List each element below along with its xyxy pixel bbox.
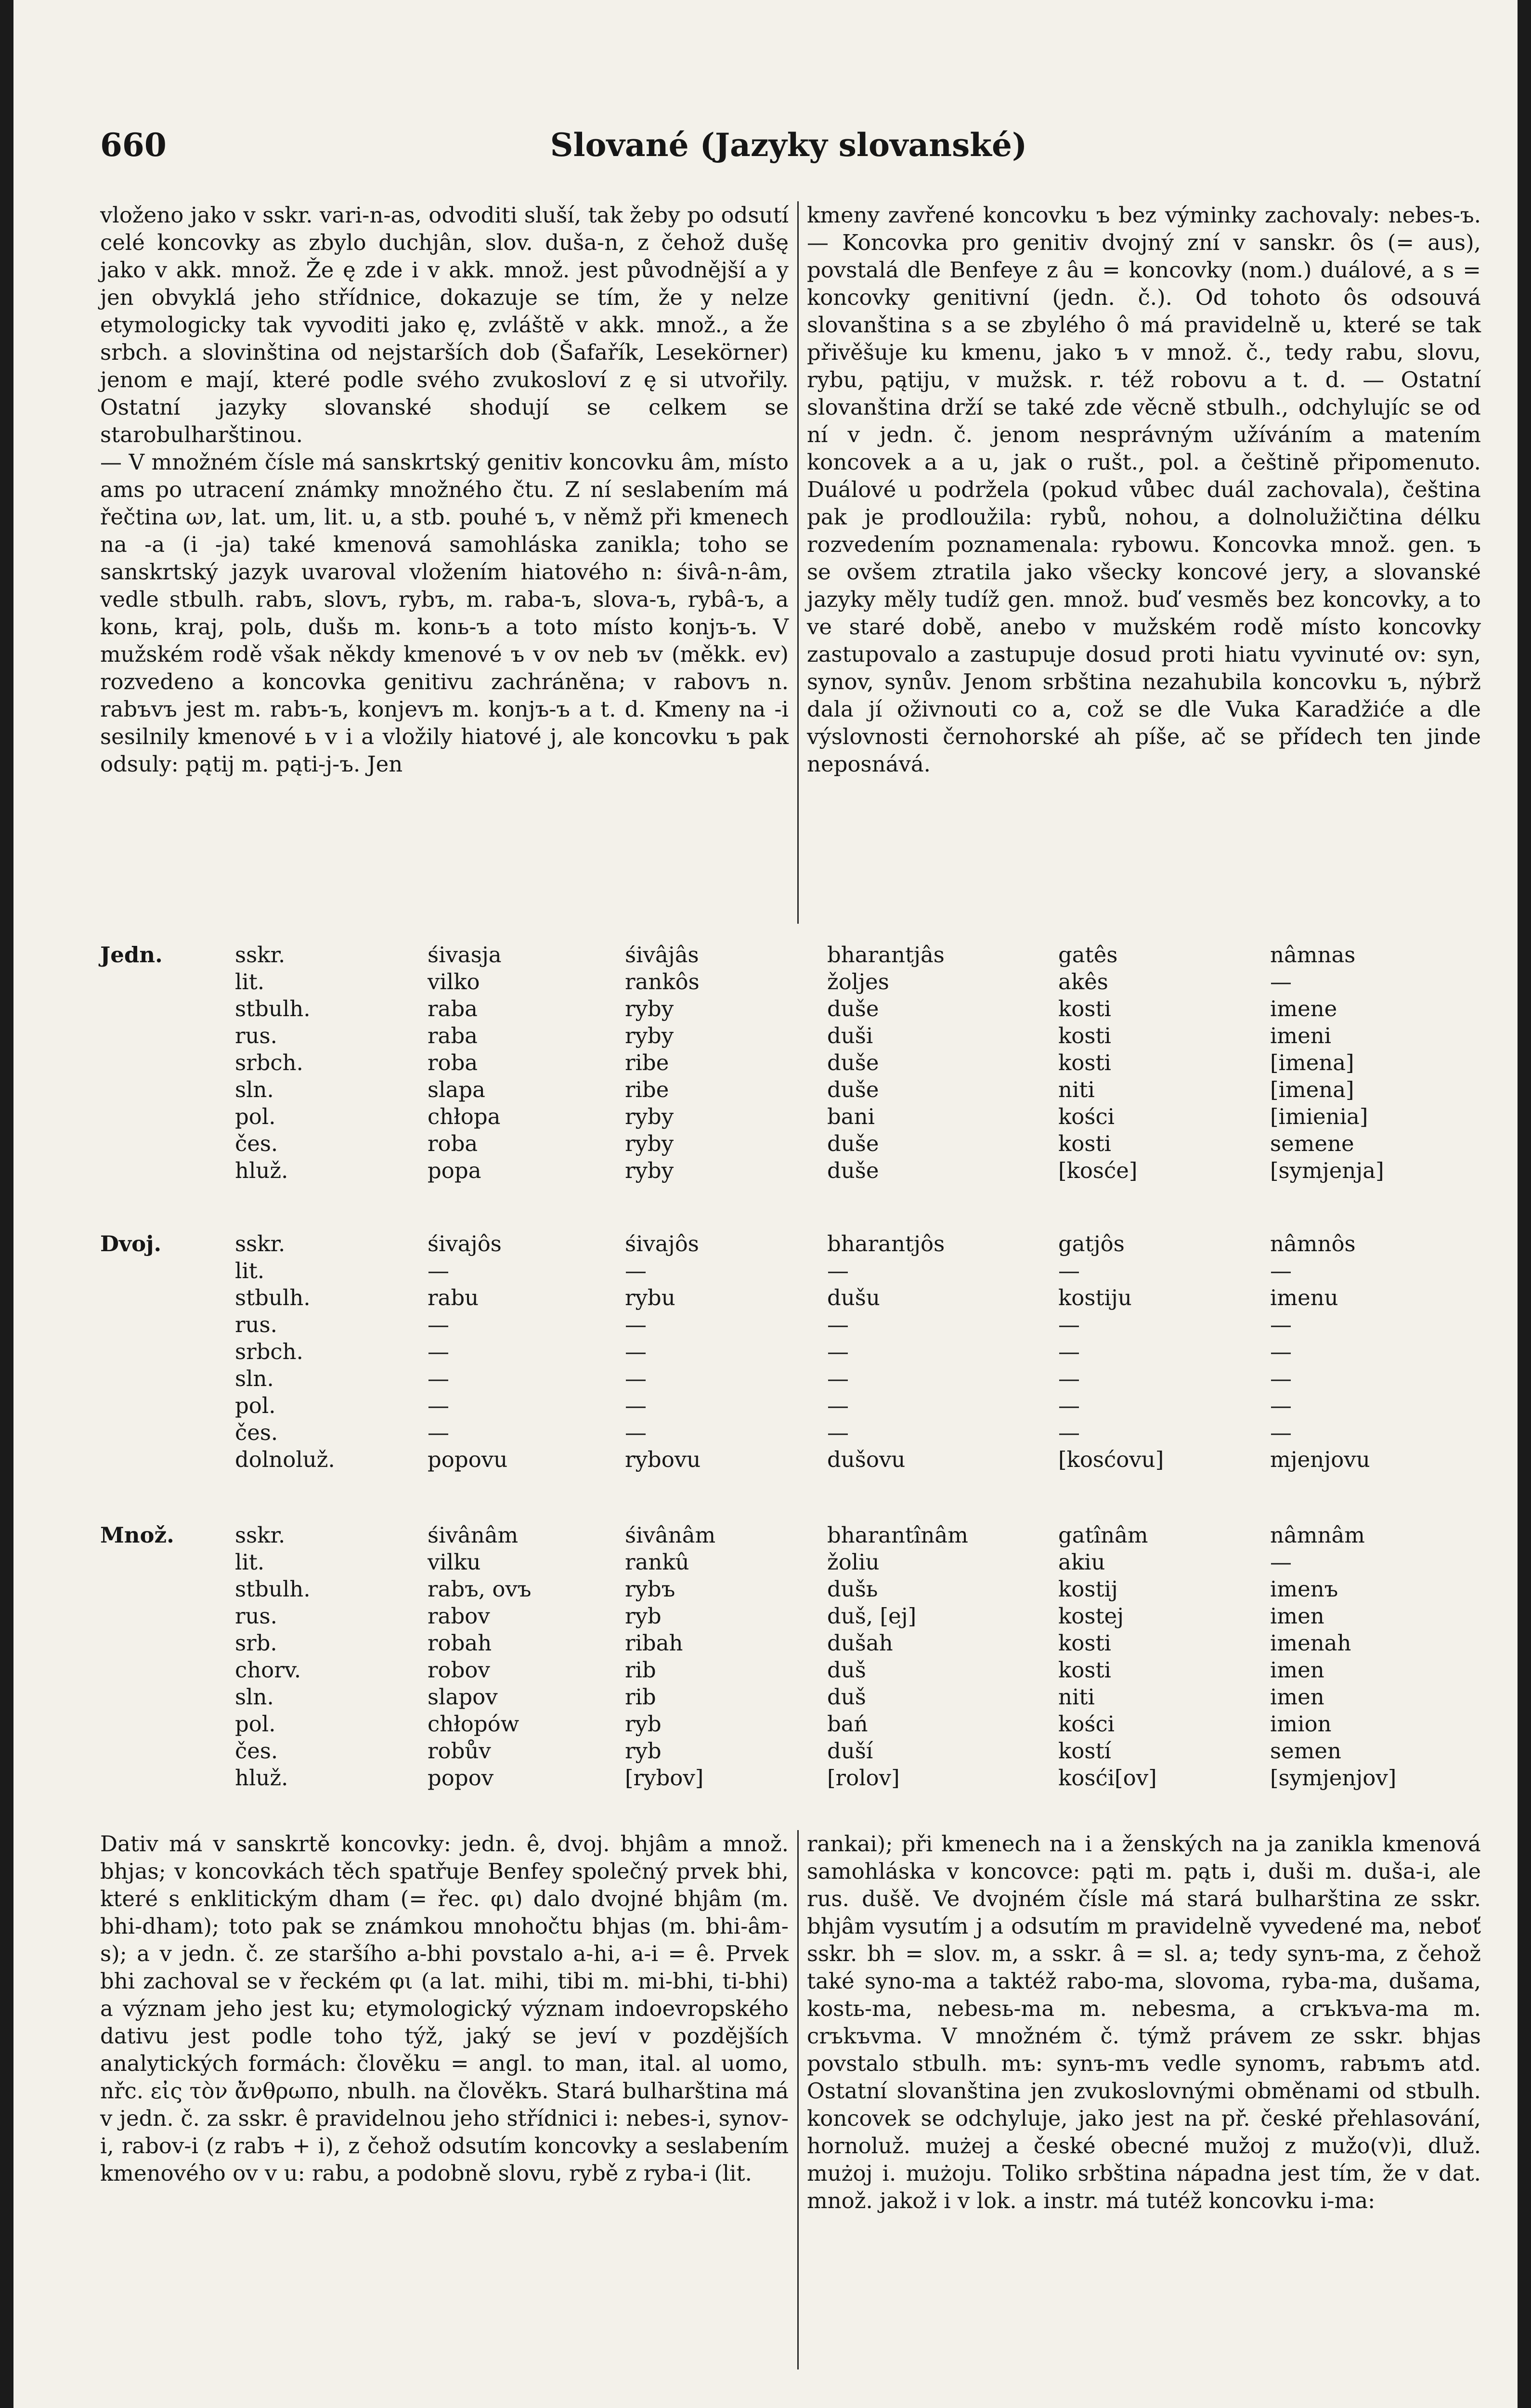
table-cell: bharantjâs: [827, 942, 945, 968]
table-cell: —: [428, 1420, 449, 1445]
number-label: Množ.: [100, 1522, 174, 1548]
table-cell: —: [1058, 1393, 1080, 1418]
table-cell: —: [827, 1339, 849, 1364]
table-cell: popov: [428, 1765, 494, 1791]
table-cell: —: [625, 1366, 647, 1391]
table-cell: imenu: [1270, 1285, 1338, 1310]
table-cell: —: [1058, 1339, 1080, 1364]
table-cell: imion: [1270, 1711, 1332, 1737]
table-cell: duši: [827, 1023, 873, 1048]
language-label: srb.: [235, 1630, 277, 1656]
table-cell: žoliu: [827, 1549, 880, 1575]
number-label: [100, 1657, 235, 1684]
table-cell: kości: [1058, 1104, 1115, 1129]
table-cell: robův: [428, 1738, 491, 1764]
table-cell: kosti: [1058, 1630, 1111, 1656]
number-label: [100, 1711, 235, 1738]
number-label: [100, 1022, 235, 1049]
table-cell: —: [827, 1258, 849, 1283]
table-cell: robah: [428, 1630, 492, 1656]
table-cell: ribe: [625, 1050, 669, 1075]
text-column-left-bottom: [100, 1830, 789, 2187]
table-cell: rybъ: [625, 1576, 675, 1602]
table-row: [100, 995, 1482, 1022]
table-cell: —: [1270, 1420, 1292, 1445]
table-cell: kosti: [1058, 1131, 1111, 1156]
language-label: srbch.: [235, 1050, 303, 1075]
table-cell: ryby: [625, 1104, 674, 1129]
table-cell: kostiju: [1058, 1285, 1132, 1310]
language-label: hluž.: [235, 1158, 288, 1183]
table-row: [100, 1311, 1482, 1338]
table-cell: duší: [827, 1738, 873, 1764]
table-cell: rabъ, ovъ: [428, 1576, 532, 1602]
table-cell: dušь: [827, 1576, 878, 1602]
number-label: [100, 1284, 235, 1311]
table-row: [100, 1603, 1482, 1630]
table-cell: rib: [625, 1657, 656, 1683]
table-cell: chłopów: [428, 1711, 519, 1737]
table-cell: slapa: [428, 1077, 485, 1102]
language-label: stbulh.: [235, 1576, 311, 1602]
table-cell: ribe: [625, 1077, 669, 1102]
number-label: [100, 1049, 235, 1076]
table-cell: duš: [827, 1657, 866, 1683]
language-label: hluž.: [235, 1765, 288, 1791]
table-cell: niti: [1058, 1684, 1095, 1710]
table-cell: bani: [827, 1104, 875, 1129]
paragraph: kmeny zavřené koncovku ъ bez výminky zachovaly: nebes-ъ. — Koncovka pro genitiv dvojný zní v sanskr. ôs (= aus), povstalá dle Benfeye z âu = koncovky (nom.) duálové, a s = koncovky genitivní (jedn. č.). Od tohoto ôs odsouvá slovanština s a se zbylého ô má pravidelně u, které se tak přivěšuje ku kmenu, jako ъ v množ. č., tedy rabu, slovu, rybu, pątiju, v mužsk. r. též robovu a t. d. — Ostatní slovanština drží se také zde věcně stbulh., odchylujíc se od ní v jedn. č. jenom nesprávným užíváním a matením koncovek a a u, jak o rušt., pol. a češtině připomenuto. Duálové u podržela (pokud vůbec duál zachovala), čeština pak je prodloužila: rybů, nohou, a dolnolužičtina délku rozvedením poznamenala: rybowu. Koncovka množ. gen. ъ se ovšem ztratila jako všecky koncové jery, a slovanské jazyky měly tudíž gen. množ. buď vesměs bez koncovky, a to ve staré době, anebo v mužském rodě místo koncovky zastupovalo a zastupuje dosud proti hiatu vyvinuté ov: syn, synov, synův. Jenom srbština nezahubila koncovku ъ, nýbrž dala jí oživnouti co a, což se dle Vuka Karadžiće a dle výslovnosti černohorské ah píše, ač se přídech ten jinde neposnává.: [807, 202, 1481, 777]
table-cell: roba: [428, 1050, 478, 1075]
number-label: [100, 1130, 235, 1157]
table-cell: mjenjovu: [1270, 1447, 1370, 1472]
table-cell: —: [625, 1393, 647, 1418]
table-row: [100, 1630, 1482, 1657]
language-label: sln.: [235, 1366, 274, 1391]
table-cell: vilku: [428, 1549, 481, 1575]
table-cell: kostí: [1058, 1738, 1111, 1764]
table-cell: —: [1270, 1258, 1292, 1283]
table-cell: duše: [827, 1077, 879, 1102]
table-cell: chłopa: [428, 1104, 501, 1129]
table-cell: [kosćovu]: [1058, 1447, 1164, 1472]
language-label: rus.: [235, 1023, 277, 1048]
number-label: [100, 968, 235, 995]
table-cell: —: [625, 1420, 647, 1445]
table-cell: śivânâm: [625, 1522, 716, 1548]
table-cell: bharantînâm: [827, 1522, 968, 1548]
table-cell: —: [428, 1393, 449, 1418]
table-row: [100, 1157, 1482, 1184]
table-cell: [imienia]: [1270, 1104, 1368, 1129]
page-number: 660: [100, 126, 167, 164]
table-cell: žoljes: [827, 969, 889, 995]
table-cell: ryb: [625, 1738, 662, 1764]
running-header: [100, 126, 1477, 170]
table-cell: rankû: [625, 1549, 689, 1575]
page: [13, 0, 1518, 2408]
table-row: [100, 1765, 1482, 1792]
number-label: [100, 1076, 235, 1103]
table-cell: imen: [1270, 1657, 1324, 1683]
table-cell: kosti: [1058, 1023, 1111, 1048]
table-cell: duše: [827, 996, 879, 1021]
table-cell: kości: [1058, 1711, 1115, 1737]
table-cell: —: [625, 1312, 647, 1337]
table-cell: popovu: [428, 1447, 508, 1472]
table-cell: [rybov]: [625, 1765, 704, 1791]
table-row: [100, 1365, 1482, 1392]
language-label: sln.: [235, 1684, 274, 1710]
table-cell: ryb: [625, 1603, 662, 1629]
table-cell: imenah: [1270, 1630, 1351, 1656]
table-cell: duše: [827, 1131, 879, 1156]
table-cell: ryb: [625, 1711, 662, 1737]
language-label: sskr.: [235, 1231, 285, 1256]
table-cell: imene: [1270, 996, 1337, 1021]
table-cell: —: [1058, 1366, 1080, 1391]
table-cell: akês: [1058, 969, 1108, 995]
number-label: [100, 1603, 235, 1630]
table-cell: —: [1058, 1420, 1080, 1445]
number-label: [100, 1765, 235, 1792]
language-label: čes.: [235, 1420, 278, 1445]
table-row: [100, 1419, 1482, 1446]
language-label: rus.: [235, 1603, 277, 1629]
table-cell: niti: [1058, 1077, 1095, 1102]
table-cell: semen: [1270, 1738, 1342, 1764]
table-cell: rabov: [428, 1603, 490, 1629]
table-cell: —: [1270, 1312, 1292, 1337]
language-label: sskr.: [235, 1522, 285, 1548]
table-row: [100, 1338, 1482, 1365]
language-label: čes.: [235, 1131, 278, 1156]
table-cell: —: [428, 1312, 449, 1337]
number-label: [100, 1684, 235, 1711]
number-label: [100, 1738, 235, 1765]
table-cell: akiu: [1058, 1549, 1105, 1575]
table-cell: —: [1270, 1339, 1292, 1364]
table-cell: —: [827, 1312, 849, 1337]
table-cell: kosći[ov]: [1058, 1765, 1157, 1791]
number-label: [100, 1103, 235, 1130]
number-label: [100, 1549, 235, 1576]
paragraph: vloženo jako v sskr. vari-n-as, odvoditi sluší, tak žeby po odsutí celé koncovky as zbylo duchjân, slov. duša-n, z čehož dušę jako v akk. množ. Že ę zde i v akk. množ. jest původnější a y jen obvyklá jeho střídnice, dokazuje se tím, že y nelze etymologicky tak vyvoditi jako ę, zvláště v akk. množ., a že srbch. a slovinština od nejstarších dob (Šafařík, Lesekörner) jenom e mají, které podle svého zvukosloví z ę si utvořily. Ostatní jazyky slovanské shodují se celkem se starobulharštinou.: [100, 202, 789, 447]
table-row: [100, 968, 1482, 995]
table-cell: raba: [428, 996, 478, 1021]
table-cell: kosti: [1058, 1050, 1111, 1075]
table-cell: dušah: [827, 1630, 893, 1656]
table-row: [100, 1657, 1482, 1684]
table-cell: duš: [827, 1684, 866, 1710]
declension-table-singular: [100, 942, 1482, 1184]
language-label: sskr.: [235, 942, 285, 968]
table-cell: vilko: [428, 969, 480, 995]
table-row: [100, 1022, 1482, 1049]
table-cell: slapov: [428, 1684, 498, 1710]
table-row: [100, 1284, 1482, 1311]
table-cell: nâmnôs: [1270, 1231, 1356, 1256]
table-cell: rabu: [428, 1285, 479, 1310]
table-cell: —: [827, 1420, 849, 1445]
table-cell: —: [827, 1366, 849, 1391]
table-row: [100, 1576, 1482, 1603]
text-column-right-top: [807, 201, 1481, 778]
table-cell: —: [625, 1339, 647, 1364]
table-cell: duš, [ej]: [827, 1603, 917, 1629]
table-cell: [imena]: [1270, 1050, 1354, 1075]
number-label: [100, 1311, 235, 1338]
table-row: [100, 1446, 1482, 1473]
table-cell: śivâjâs: [625, 942, 699, 968]
table-row: [100, 1522, 1482, 1549]
text-column-left-top: [100, 201, 789, 778]
number-label: [100, 1392, 235, 1419]
declension-table-dual: [100, 1230, 1482, 1473]
table-cell: —: [428, 1366, 449, 1391]
table-cell: —: [428, 1258, 449, 1283]
table-cell: bań: [827, 1711, 868, 1737]
table-cell: kosti: [1058, 1657, 1111, 1683]
table-cell: ryby: [625, 996, 674, 1021]
number-label: [100, 1365, 235, 1392]
table-cell: bharantjôs: [827, 1231, 945, 1256]
number-label: Jedn.: [100, 942, 163, 968]
table-cell: duše: [827, 1050, 879, 1075]
table-row: [100, 1549, 1482, 1576]
table-row: [100, 1130, 1482, 1157]
table-row: [100, 1076, 1482, 1103]
number-label: [100, 1338, 235, 1365]
table-cell: śivasja: [428, 942, 502, 968]
number-label: [100, 1419, 235, 1446]
table-cell: gatjôs: [1058, 1231, 1125, 1256]
number-label: [100, 1446, 235, 1473]
number-label: [100, 1576, 235, 1603]
table-row: [100, 1738, 1482, 1765]
paragraph: Dativ má v sanskrtě koncovky: jedn. ê, dvoj. bhjâm a množ. bhjas; v koncovkách těch spatřuje Benfey společný prvek bhi, které s enklitickým dham (= řec. φι) dalo dvojné bhjâm (m. bhi-dham); toto pak se známkou mnohočtu bhjas (m. bhi-âm-s); a v jedn. č. ze staršího a-bhi povstalo a-hi, a-i = ê. Prvek bhi zachoval se v řeckém φι (a lat. mihi, tibi m. mi-bhi, ti-bhi) a význam jeho jest ku; etymologický význam indoevropského dativu jest podle toho týž, jaký se jeví v pozdějších analytických formách: člověku = angl. to man, ital. al uomo, nřc. εἰς τὸν ἄνθρωπο, nbulh. na člověkъ. Stará bulharština má v jedn. č. za sskr. ê pravidelnou jeho střídnici i: nebes-i, synov-i, rabov-i (z rabъ + i), z čehož odsutím koncovky a seslabením kmenového ov v u: rabu, a podobně slovu, rybě z ryba-i (lit.: [100, 1831, 789, 2186]
table-cell: dušovu: [827, 1447, 906, 1472]
table-cell: kosti: [1058, 996, 1111, 1021]
table-cell: —: [1270, 969, 1292, 995]
language-label: pol.: [235, 1393, 276, 1418]
table-cell: śivajôs: [625, 1231, 699, 1256]
table-cell: nâmnas: [1270, 942, 1356, 968]
table-row: [100, 1230, 1482, 1257]
table-cell: roba: [428, 1131, 478, 1156]
table-cell: —: [1058, 1258, 1080, 1283]
column-divider: [797, 201, 799, 924]
table-cell: —: [625, 1258, 647, 1283]
table-cell: semene: [1270, 1131, 1354, 1156]
table-cell: dušu: [827, 1285, 880, 1310]
number-label: [100, 995, 235, 1022]
language-label: pol.: [235, 1711, 276, 1737]
table-cell: [rolov]: [827, 1765, 900, 1791]
table-row: [100, 942, 1482, 968]
table-cell: [symjenja]: [1270, 1158, 1384, 1183]
table-row: [100, 1257, 1482, 1284]
language-label: lit.: [235, 969, 265, 995]
table-cell: rankôs: [625, 969, 700, 995]
language-label: lit.: [235, 1258, 265, 1283]
table-cell: —: [428, 1339, 449, 1364]
table-cell: —: [1270, 1549, 1292, 1575]
language-label: čes.: [235, 1738, 278, 1764]
table-cell: popa: [428, 1158, 481, 1183]
language-label: rus.: [235, 1312, 277, 1337]
number-label: [100, 1257, 235, 1284]
column-divider: [797, 1830, 799, 2369]
table-cell: ryby: [625, 1023, 674, 1048]
table-cell: rybu: [625, 1285, 675, 1310]
table-cell: nâmnâm: [1270, 1522, 1365, 1548]
table-row: [100, 1049, 1482, 1076]
table-cell: ryby: [625, 1131, 674, 1156]
language-label: srbch.: [235, 1339, 303, 1364]
declension-table-plural: [100, 1522, 1482, 1792]
table-cell: imenъ: [1270, 1576, 1338, 1602]
table-cell: kostej: [1058, 1603, 1124, 1629]
table-cell: robov: [428, 1657, 490, 1683]
paragraph: — V množném čísle má sanskrtský genitiv koncovku âm, místo ams po utracení známky množného čtu. Z ní seslabením má řečtina ων, lat. um, lit. u, a stb. pouhé ъ, v němž při kmenech na -a (i -ja) také kmenová samohláska zanikla; toho se sanskrtský jazyk uvaroval vložením hiatového n: śivâ-n-âm, vedle stbulh. rabъ, slovъ, rybъ, m. raba-ъ, slova-ъ, rybâ-ъ, a konь, kraj, polь, dušь m. konь-ъ a toto místo konjъ-ъ. V mužském rodě však někdy kmenové ъ v ov neb ъv (měkk. ev) rozvedeno a koncovka genitivu zachráněna; v rabovъ n. rabъvъ jest m. rabъ-ъ, konjevъ m. konjъ-ъ a t. d. Kmeny na -i sesilnily kmenové ь v i a vložily hiatové j, ale koncovku ъ pak odsuly: pątij m. pąti-j-ъ. Jen: [100, 449, 789, 777]
language-label: sln.: [235, 1077, 274, 1102]
number-label: Dvoj.: [100, 1231, 162, 1256]
table-cell: —: [1058, 1312, 1080, 1337]
table-cell: [imena]: [1270, 1077, 1354, 1102]
language-label: stbulh.: [235, 996, 311, 1021]
language-label: lit.: [235, 1549, 265, 1575]
table-cell: gatês: [1058, 942, 1118, 968]
table-cell: imen: [1270, 1603, 1324, 1629]
table-cell: rib: [625, 1684, 656, 1710]
language-label: dolnoluž.: [235, 1447, 335, 1472]
table-cell: ribah: [625, 1630, 683, 1656]
table-cell: [kosće]: [1058, 1158, 1138, 1183]
number-label: [100, 1630, 235, 1657]
table-cell: —: [827, 1393, 849, 1418]
number-label: [100, 1157, 235, 1184]
table-cell: śivânâm: [428, 1522, 519, 1548]
table-cell: gatînâm: [1058, 1522, 1148, 1548]
table-cell: —: [1270, 1393, 1292, 1418]
table-row: [100, 1392, 1482, 1419]
table-cell: imen: [1270, 1684, 1324, 1710]
language-label: pol.: [235, 1104, 276, 1129]
table-cell: kostij: [1058, 1576, 1118, 1602]
table-cell: imeni: [1270, 1023, 1332, 1048]
paragraph: rankai); při kmenech na i a ženských na ja zaniklа kmenová samohláska v koncovce: pąti m. pątь i, duši m. duša-i, ale rus. dušě. Ve dvojném čísle má stará bulharština ze sskr. bhjâm vysutím j a odsutím m pravidelně vyvedené ma, neboť sskr. bh = slov. m, a sskr. â = sl. a; tedy synъ-ma, z čehož také syno-ma a taktéž rabo-ma, slovoma, ryba-ma, dušama, kostь-ma, nebesь-ma m. nebesma, a crъkъva-ma m. crъkъvma. V množném č. týmž právem ze sskr. bhjas povstalo stbulh. mъ: synъ-mъ vedle synomъ, rabъmъ atd. Ostatní slovanština jen zvukoslovnými obměnami od stbulh. koncovek se odchyluje, jako jest na př. české přehlasování, hornoluž. mużej a české obecné mužoj z mužo(v)i, dluž. mużoj i. mużoju. Toliko srbština nápadna jest tím, že v dat. množ. jakož i v lok. a instr. má tutéž koncovku i-ma:: [807, 1831, 1481, 2213]
page-title: Slované (Jazyky slovanské): [550, 126, 1027, 164]
table-cell: duše: [827, 1158, 879, 1183]
language-label: stbulh.: [235, 1285, 311, 1310]
language-label: chorv.: [235, 1657, 301, 1683]
text-column-right-bottom: [807, 1830, 1481, 2214]
table-row: [100, 1103, 1482, 1130]
table-row: [100, 1684, 1482, 1711]
table-cell: ryby: [625, 1158, 674, 1183]
table-row: [100, 1711, 1482, 1738]
table-cell: rybovu: [625, 1447, 701, 1472]
table-cell: śivajôs: [428, 1231, 502, 1256]
table-cell: [symjenjov]: [1270, 1765, 1397, 1791]
table-cell: raba: [428, 1023, 478, 1048]
table-cell: —: [1270, 1366, 1292, 1391]
